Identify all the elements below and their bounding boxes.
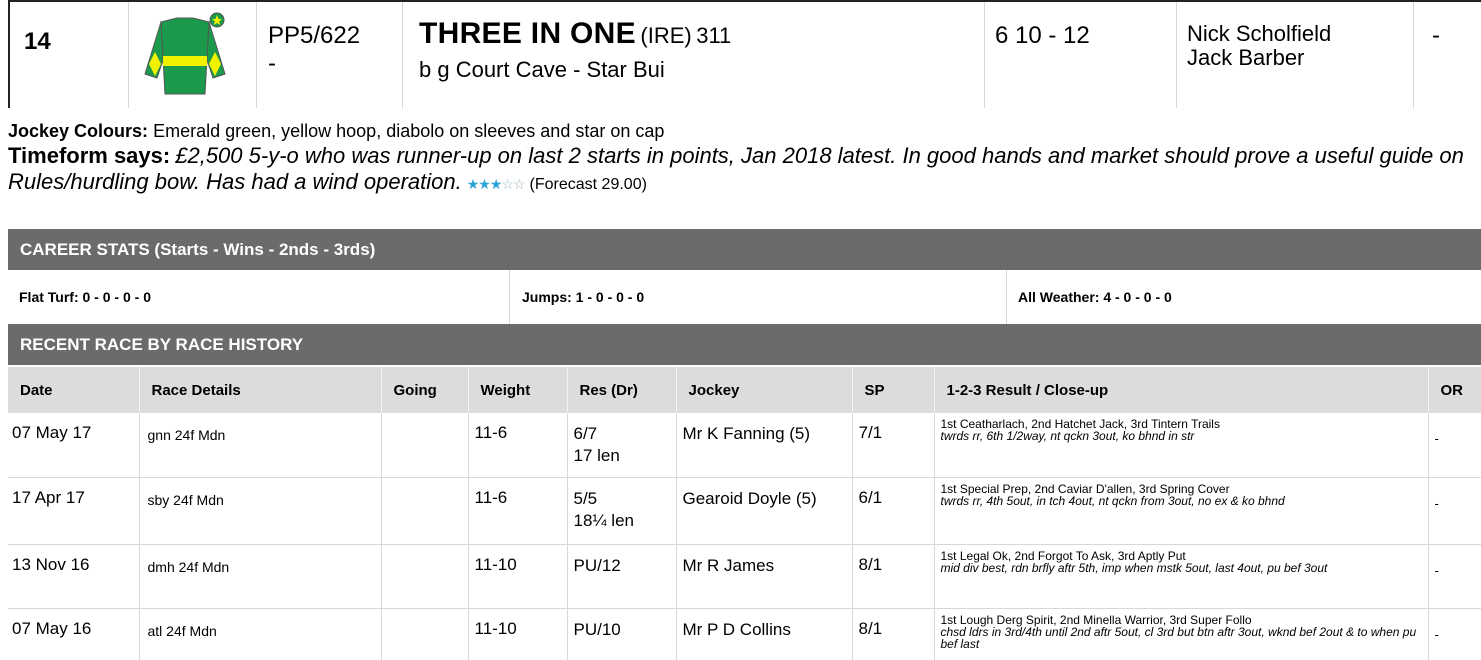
timeform-text: £2,500 5-y-o who was runner-up on last 2 starts in points, Jan 2018 latest. In good hands and market should prove a useful guide on Rules/hurdling bow. Has had a wind operation. [8,143,1464,194]
horse-name-cell [403,2,985,108]
row-placings: 1st Legal Ok, 2nd Forgot To Ask, 3rd Aptly Put [940,548,1186,563]
col-closeup[interactable]: 1-2-3 Result / Close-up [934,367,1428,413]
row-date: 13 Nov 16 [8,544,139,608]
career-stats-row [8,270,1481,324]
timeform-comment [8,143,1478,196]
row-placings: 1st Ceatharlach, 2nd Hatchet Jack, 3rd Tintern Trails [940,417,1220,431]
row-result [567,544,676,608]
row-jockey: Mr K Fanning (5) [676,413,852,477]
row-going [381,544,468,608]
pp-value: PP5/622 [268,22,361,49]
forecast-odds: (Forecast 29.00) [529,176,647,193]
jockey-name[interactable]: Jack Barber [1187,45,1305,70]
row-date: 17 Apr 17 [8,477,139,544]
post-position [257,2,403,108]
table-row[interactable] [8,477,1481,544]
table-row[interactable] [8,608,1481,660]
col-jockey[interactable]: Jockey [676,367,852,413]
jumps-stat: Jumps: 1 - 0 - 0 - 0 [510,270,1007,324]
row-comment: twrds rr, 4th 5out, in tch 4out, nt qckn from 3out, no ex & ko bhnd [940,493,1285,508]
jockey-colours-label: Jockey Colours: [8,121,149,141]
trainer-name[interactable]: Nick Scholfield [1187,21,1332,46]
timeform-label: Timeform says: [8,143,171,168]
row-or: - [1428,544,1481,608]
horse-rating: 311 [696,23,732,48]
star-empty-icon: ☆☆ [501,176,525,192]
row-closeup [934,544,1428,608]
row-closeup [934,608,1428,660]
row-placings: 1st Special Prep, 2nd Caviar D'allen, 3rd Spring Cover [940,481,1230,496]
row-weight: 11-6 [468,413,567,477]
row-sp: 8/1 [852,608,934,660]
row-comment: twrds rr, 6th 1/2way, nt qckn 3out, ko bhnd in str [940,429,1195,443]
row-res-dist: 18¼ len [573,510,634,530]
row-res-dist: 17 len [573,446,620,465]
horse-country: (IRE) [640,23,692,48]
horse-name[interactable]: THREE IN ONE [419,17,636,50]
flat-turf-stat: Flat Turf: 0 - 0 - 0 - 0 [8,270,510,324]
row-race[interactable]: dmh 24f Mdn [139,544,381,608]
row-jockey: Gearoid Doyle (5) [676,477,852,544]
row-res-pos: PU/12 [573,555,621,575]
runner-info [8,120,1478,196]
row-sp: 6/1 [852,477,934,544]
all-weather-stat: All Weather: 4 - 0 - 0 - 0 [1018,289,1172,305]
row-sp: 8/1 [852,544,934,608]
row-res-pos: PU/10 [573,619,621,639]
row-race[interactable]: gnn 24f Mdn [139,413,381,477]
jockey-silk [129,2,257,108]
silk-icon [141,12,229,96]
row-race[interactable]: atl 24f Mdn [139,608,381,660]
row-or: - [1428,413,1481,477]
row-result [567,608,676,660]
row-res-pos: 6/7 [573,424,598,443]
row-sp: 7/1 [852,413,934,477]
col-date[interactable]: Date [8,367,139,413]
col-weight[interactable]: Weight [468,367,567,413]
col-going[interactable]: Going [381,367,468,413]
col-race-details[interactable]: Race Details [139,367,381,413]
row-closeup [934,413,1428,477]
star-rating [467,176,525,192]
col-or[interactable]: OR [1428,367,1481,413]
row-weight: 11-10 [468,608,567,660]
runner-number: 14 [10,2,129,108]
row-result [567,477,676,544]
table-header-row [8,367,1481,413]
row-or: - [1428,608,1481,660]
row-race[interactable]: sby 24f Mdn [139,477,381,544]
row-jockey: Mr P D Collins [676,608,852,660]
runner-header [8,0,1481,108]
row-going [381,608,468,660]
row-res-pos: 5/5 [573,488,598,508]
row-going [381,413,468,477]
pp-sub: - [268,50,276,77]
row-or: - [1428,477,1481,544]
star-icon: ★★★ [466,176,502,192]
race-history-header: RECENT RACE BY RACE HISTORY [8,324,1481,365]
row-weight: 11-6 [468,477,567,544]
horse-breeding: b g Court Cave - Star Bui [419,57,665,82]
row-placings: 1st Lough Derg Spirit, 2nd Minella Warrior, 3rd Super Follo [940,612,1252,627]
row-date: 07 May 17 [8,413,139,477]
col-result[interactable]: Res (Dr) [567,367,676,413]
jockey-colours-text: Emerald green, yellow hoop, diabolo on sleeves and star on cap [153,121,665,141]
col-sp[interactable]: SP [852,367,934,413]
row-comment: chsd ldrs in 3rd/4th until 2nd aftr 5out, cl 3rd but btn aftr 3out, wknd bef 2out & to when pu bef last [940,624,1417,651]
row-weight: 11-10 [468,544,567,608]
career-stats-header: CAREER STATS (Starts - Wins - 2nds - 3rds) [8,229,1481,270]
connections [1177,2,1414,108]
row-result [567,413,676,477]
jockey-colours [8,120,1478,143]
row-jockey: Mr R James [676,544,852,608]
row-going [381,477,468,544]
row-comment: mid div best, rdn brfly aftr 5th, imp when mstk 5out, last 4out, pu bef 3out [940,560,1328,575]
table-row[interactable] [8,413,1481,477]
extra-value: - [1432,22,1440,49]
race-history-table [8,367,1481,660]
row-date: 07 May 16 [8,608,139,660]
table-row[interactable] [8,544,1481,608]
row-closeup [934,477,1428,544]
age-weight: 6 10 - 12 [985,2,1177,108]
